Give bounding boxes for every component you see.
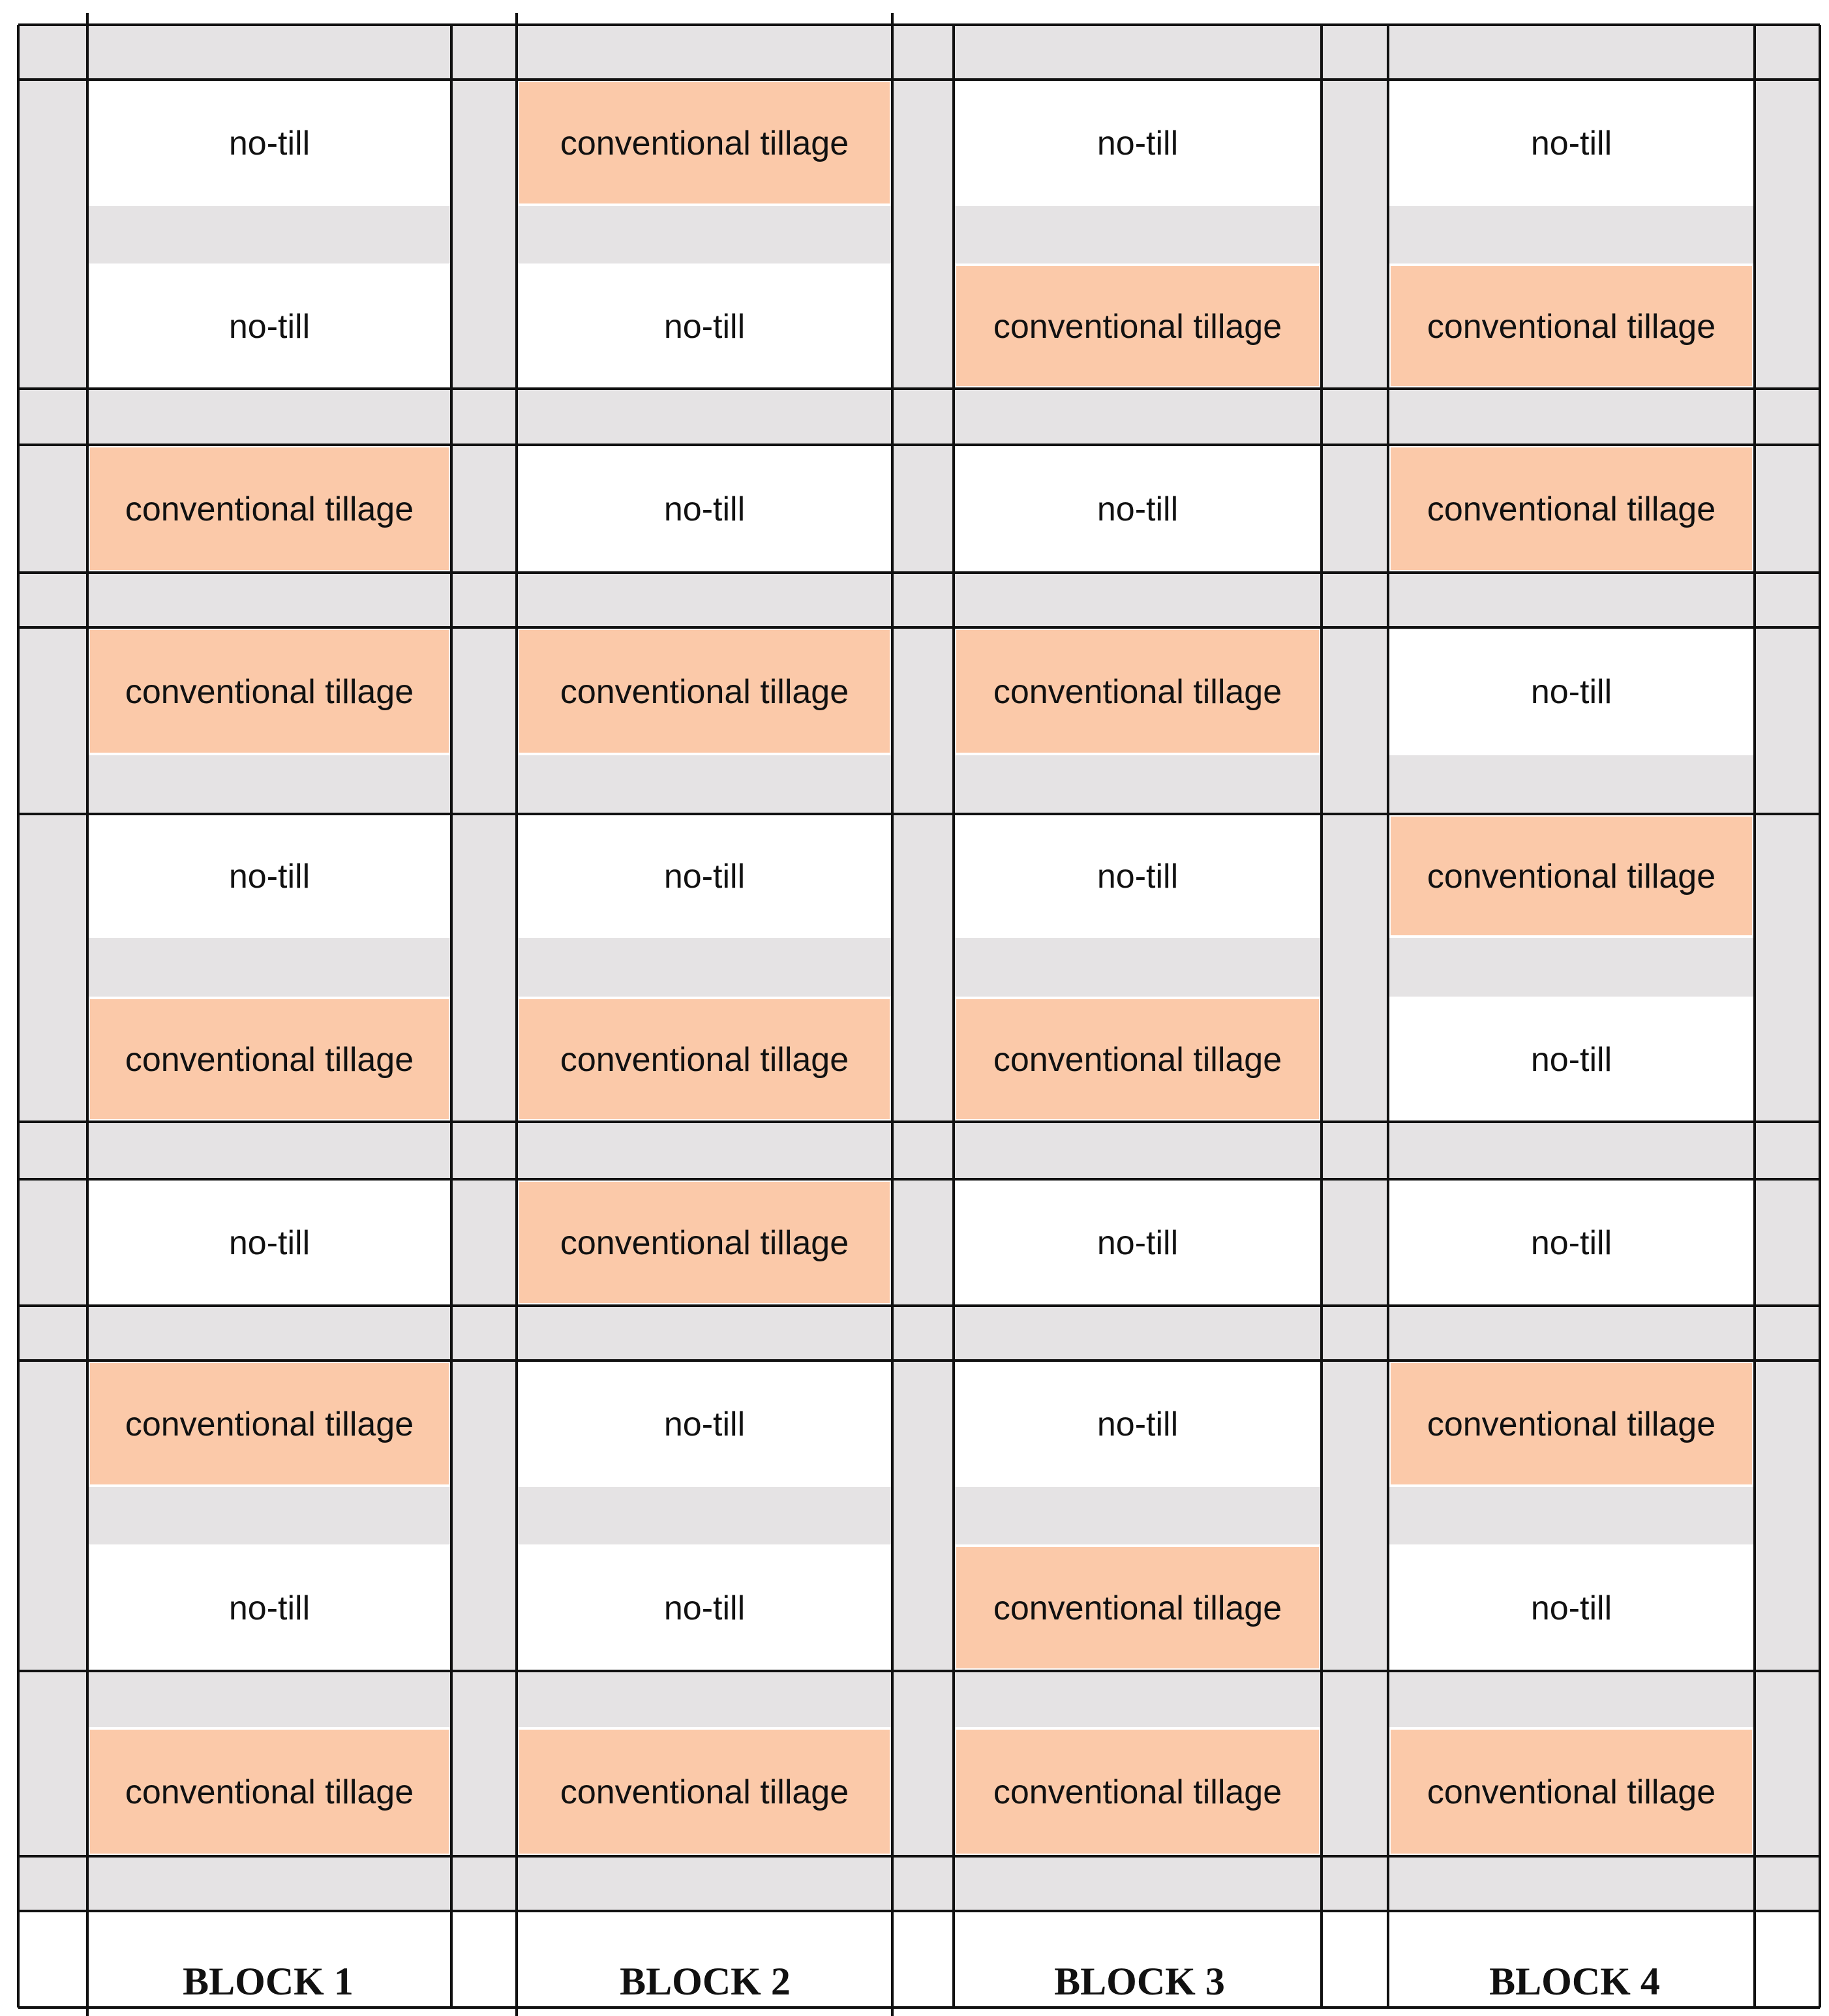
- plot-label-block1-10: conventional tillage: [125, 1773, 414, 1811]
- plot-gap: [517, 755, 892, 814]
- plot-gap: [87, 206, 451, 263]
- plot-gap: [954, 1487, 1322, 1544]
- plot-gap: [954, 1671, 1322, 1727]
- plot-gap: [517, 938, 892, 997]
- block-label-3: BLOCK 3: [1054, 1960, 1225, 2003]
- plot-label-block3-10: conventional tillage: [993, 1773, 1282, 1811]
- block-label-4: BLOCK 4: [1489, 1960, 1660, 2003]
- plot-label-block2-1: conventional tillage: [560, 125, 849, 162]
- plot-label-block4-6: no-till: [1530, 1041, 1612, 1079]
- border-strip-row-4: [18, 1306, 1820, 1361]
- plot-label-block3-1: no-till: [1096, 125, 1179, 162]
- border-strip-col-4: [1755, 25, 1820, 1911]
- plot-label-block1-3: conventional tillage: [125, 490, 414, 528]
- border-strip-row-0: [18, 25, 1820, 80]
- plot-label-block1-2: no-till: [228, 308, 310, 346]
- border-strip-row-2: [18, 573, 1820, 627]
- plot-gap: [517, 1671, 892, 1727]
- plot-gap: [87, 938, 451, 997]
- border-strip-row-1: [18, 389, 1820, 445]
- border-strip-col-1: [451, 25, 517, 1911]
- plot-label-block3-3: no-till: [1096, 490, 1179, 528]
- plot-label-block2-2: no-till: [663, 308, 746, 346]
- plot-gap: [87, 1671, 451, 1727]
- plot-gap: [1388, 206, 1755, 263]
- plot-gap: [87, 1487, 451, 1544]
- plot-gap: [1388, 1671, 1755, 1727]
- plot-gap: [954, 206, 1322, 263]
- plot-label-block3-9: conventional tillage: [993, 1589, 1282, 1627]
- plot-label-block4-9: no-till: [1530, 1589, 1612, 1627]
- plot-label-block4-2: conventional tillage: [1427, 308, 1716, 346]
- plot-label-block4-4: no-till: [1530, 673, 1612, 711]
- plot-gap: [517, 206, 892, 263]
- plot-label-block2-7: conventional tillage: [560, 1224, 849, 1262]
- plot-gap: [954, 755, 1322, 814]
- plot-label-block1-9: no-till: [228, 1589, 310, 1627]
- plot-label-block3-4: conventional tillage: [993, 673, 1282, 711]
- plot-label-block3-2: conventional tillage: [993, 308, 1282, 346]
- plot-label-block1-1: no-till: [228, 125, 310, 162]
- border-strip-col-3: [1322, 25, 1388, 1911]
- plot-gap: [1388, 755, 1755, 814]
- plot-label-block1-4: conventional tillage: [125, 673, 414, 711]
- plot-label-block4-3: conventional tillage: [1427, 490, 1716, 528]
- plot-label-block1-7: no-till: [228, 1224, 310, 1262]
- plot-label-block3-7: no-till: [1096, 1224, 1179, 1262]
- plot-label-block4-10: conventional tillage: [1427, 1773, 1716, 1811]
- plot-label-block1-6: conventional tillage: [125, 1041, 414, 1079]
- border-strip-col-0: [18, 25, 87, 1911]
- block-label-2: BLOCK 2: [620, 1960, 791, 2003]
- plot-label-block4-5: conventional tillage: [1427, 858, 1716, 895]
- border-strip-row-5: [18, 1856, 1820, 1911]
- plot-gap: [954, 938, 1322, 997]
- plot-label-block2-4: conventional tillage: [560, 673, 849, 711]
- plot-label-block3-8: no-till: [1096, 1406, 1179, 1443]
- border-strip-col-2: [892, 25, 954, 1911]
- plot-label-block2-10: conventional tillage: [560, 1773, 849, 1811]
- plot-label-block4-1: no-till: [1530, 125, 1612, 162]
- plot-gap: [1388, 938, 1755, 997]
- plot-label-block2-9: no-till: [663, 1589, 746, 1627]
- border-strip-row-3: [18, 1122, 1820, 1179]
- plot-label-block2-5: no-till: [663, 858, 746, 895]
- block-label-1: BLOCK 1: [183, 1960, 354, 2003]
- plot-label-block4-7: no-till: [1530, 1224, 1612, 1262]
- plot-label-block3-5: no-till: [1096, 858, 1179, 895]
- plot-label-block1-8: conventional tillage: [125, 1406, 414, 1443]
- plot-gap: [1388, 1487, 1755, 1544]
- plot-label-block4-8: conventional tillage: [1427, 1406, 1716, 1443]
- plot-label-block2-8: no-till: [663, 1406, 746, 1443]
- plot-label-block2-3: no-till: [663, 490, 746, 528]
- plot-label-block1-5: no-till: [228, 858, 310, 895]
- plot-label-block2-6: conventional tillage: [560, 1041, 849, 1079]
- plot-gap: [517, 1487, 892, 1544]
- plot-gap: [87, 755, 451, 814]
- plot-label-block3-6: conventional tillage: [993, 1041, 1282, 1079]
